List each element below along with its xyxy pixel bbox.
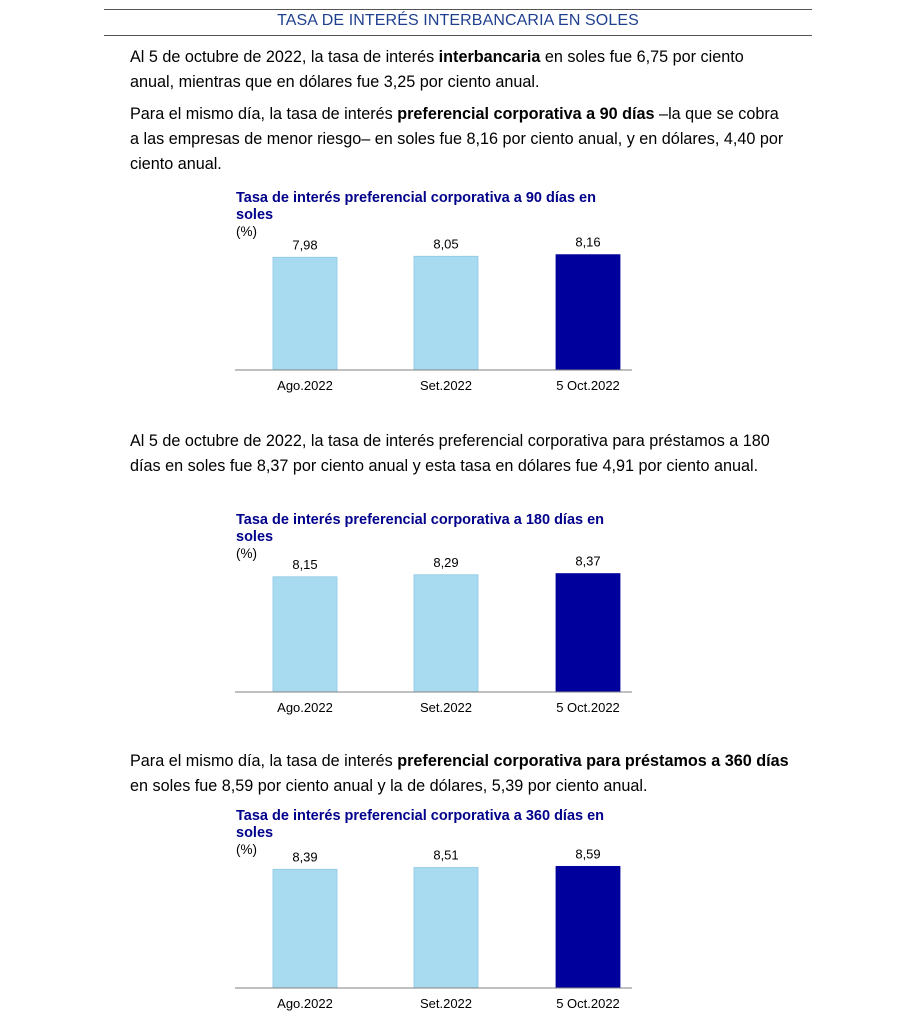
chart-180-dias <box>232 512 632 724</box>
paragraph-text: en soles fue 6,75 por ciento anual, mientras que en dólares fue 3,25 por ciento anual. <box>130 48 744 91</box>
chart-unit-label: (%) <box>236 546 257 561</box>
paragraph-text: Para el mismo día, la tasa de interés <box>130 752 398 770</box>
chart-unit-label: (%) <box>236 842 257 857</box>
chart-title: Tasa de interés preferencial corporativa a 90 días en soles <box>236 190 596 223</box>
bar <box>414 575 478 692</box>
data-label: 8,29 <box>433 554 459 570</box>
chart-title: Tasa de interés preferencial corporativa a 360 días en soles <box>236 808 605 841</box>
data-label: 8,37 <box>575 553 601 569</box>
bar <box>556 255 620 370</box>
paragraph-bold-text: interbancaria <box>438 48 541 66</box>
x-tick-label: 5 Oct.2022 <box>556 700 620 715</box>
x-tick-label: Set.2022 <box>419 378 473 393</box>
data-label: 8,05 <box>433 236 459 252</box>
paragraph-interbancaria <box>130 45 790 95</box>
data-label: 8,15 <box>292 556 318 572</box>
paragraph-text: en soles fue 8,59 por ciento anual y la de dólares, 5,39 por ciento anual. <box>130 777 648 795</box>
bar <box>414 868 478 988</box>
data-label: 8,16 <box>575 234 601 250</box>
bar <box>273 577 337 692</box>
x-tick-label: Ago.2022 <box>277 378 333 393</box>
chart-title: Tasa de interés preferencial corporativa a 180 días en soles <box>236 512 605 545</box>
data-label: 8,59 <box>575 846 601 862</box>
paragraph-text: Al 5 de octubre de 2022, la tasa de interés <box>130 48 439 66</box>
paragraph-text: Al 5 de octubre de 2022, la tasa de interés preferencial corporativa para préstamos a 180 días en soles fue 8,37 por ciento anual y esta tasa en dólares fue 4,91 por ciento anual. <box>130 432 770 475</box>
chart-90-dias <box>232 190 632 402</box>
bar-chart-svg <box>232 808 632 1020</box>
section-title: TASA DE INTERÉS INTERBANCARIA EN SOLES <box>277 12 639 29</box>
paragraph-text: Para el mismo día, la tasa de interés <box>130 105 398 123</box>
chart-360-dias <box>232 808 632 1020</box>
bar <box>273 257 337 370</box>
paragraph-180-dias <box>130 429 790 479</box>
paragraph-bold-text: preferencial corporativa para préstamos a 360 días <box>397 752 789 770</box>
data-label: 7,98 <box>292 237 318 253</box>
bar <box>556 574 620 692</box>
bar <box>556 866 620 988</box>
x-tick-label: Ago.2022 <box>277 700 333 715</box>
paragraph-90-dias <box>130 102 790 177</box>
header-bottom-rule <box>104 35 812 36</box>
bar <box>414 256 478 370</box>
data-label: 8,39 <box>292 849 318 865</box>
bar-chart-svg <box>232 512 632 724</box>
paragraph-text: –la que se cobra a las empresas de menor riesgo– en soles fue 8,16 por ciento anual, y en dólares, 4,40 por ciento anual. <box>130 105 784 173</box>
x-tick-label: Ago.2022 <box>277 996 333 1011</box>
paragraph-360-dias <box>130 749 790 799</box>
x-tick-label: Set.2022 <box>419 996 473 1011</box>
data-label: 8,51 <box>433 847 459 863</box>
chart-unit-label: (%) <box>236 224 257 239</box>
header-top-rule <box>104 9 812 10</box>
bar-chart-svg <box>232 190 632 402</box>
x-tick-label: Set.2022 <box>419 700 473 715</box>
x-tick-label: 5 Oct.2022 <box>556 996 620 1011</box>
x-tick-label: 5 Oct.2022 <box>556 378 620 393</box>
paragraph-bold-text: preferencial corporativa a 90 días <box>397 105 655 123</box>
bar <box>273 869 337 988</box>
